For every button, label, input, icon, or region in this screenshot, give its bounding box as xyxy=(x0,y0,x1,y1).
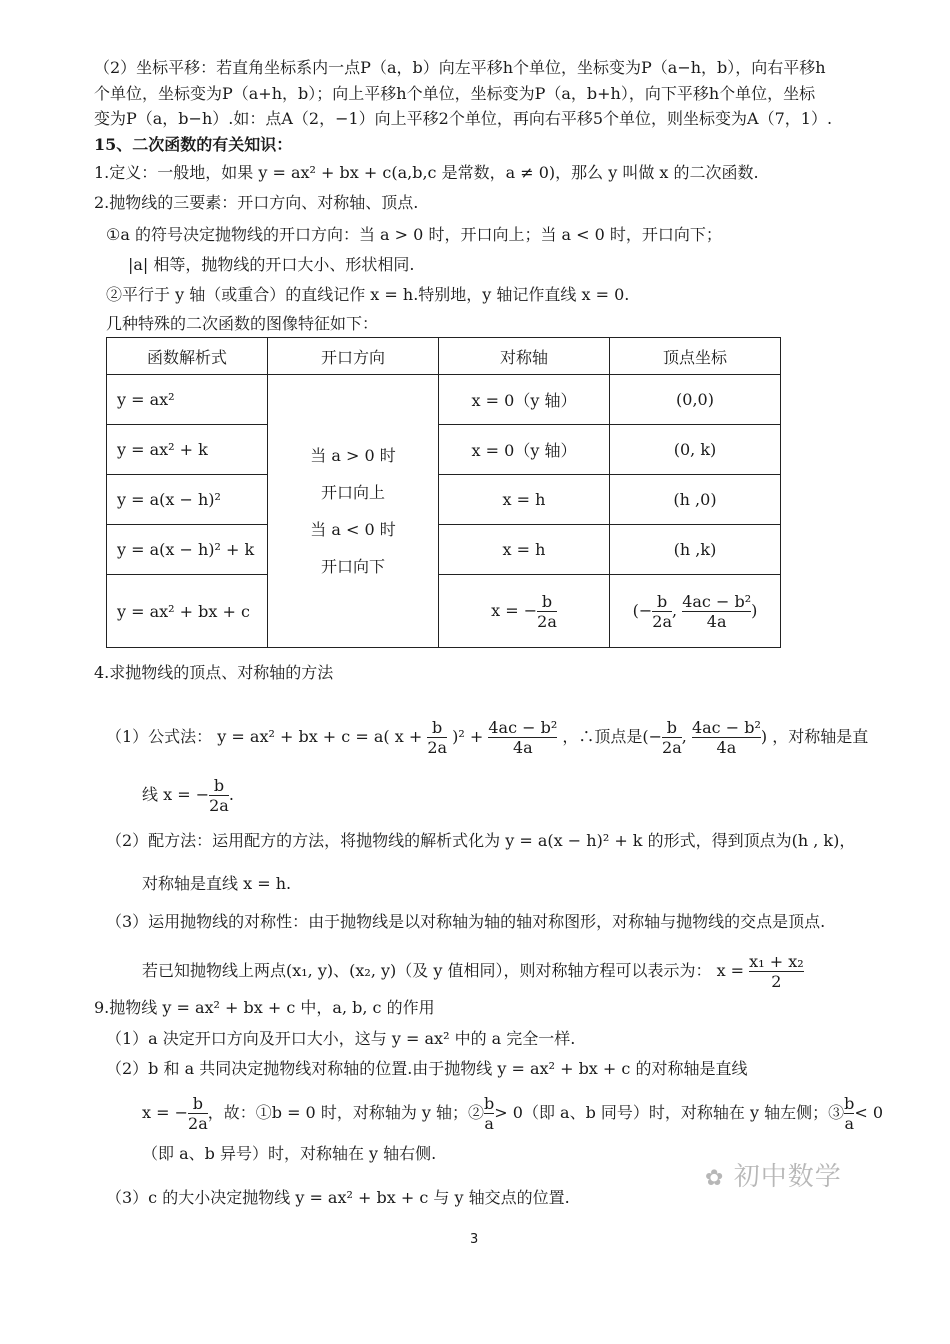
axis-is-text: ，对称轴是直 xyxy=(772,727,869,746)
formula-expression: y = ax² + bx + c = a( x + xyxy=(217,727,428,746)
vertex-frac-num-2: 4ac − b² xyxy=(682,591,752,611)
translation-line-2: 个单位，坐标变为P（a+h，b）；向上平移h个单位，坐标变为P（a，b+h），向下平移h个单位，坐标 xyxy=(94,84,816,103)
formula-method-label: （1）公式法： xyxy=(106,727,213,746)
x12-num: x₁ + x₂ xyxy=(749,952,804,971)
role-a-line: （1）a 决定开口方向及开口大小，这与 y = ax² 中的 a 完全一样. xyxy=(106,1029,576,1048)
b-zero-text: ，故：①b = 0 时，对称轴为 y 轴；② xyxy=(207,1103,485,1122)
cell-axis: x = h xyxy=(439,525,610,575)
axis-frac-den: 2a xyxy=(537,611,557,631)
header-opening: 开口方向 xyxy=(268,338,439,375)
two-points-line: 若已知抛物线上两点(x₁, y)、(x₂, y)（及 y 值相同），则对称轴方程可以表示为： x = $\frac{\text{x₁ + x₂}}{2}$ xyxy=(142,952,804,991)
formula-method-line: （1）公式法： y = ax² + bx + c = a( x + $\frac{b}{2a}$ )² + $\frac{\text{4ac − b²}}{4a}$ ，∴顶点是(− $\frac{b}{2a}$ , $\frac{\text{4ac − b²}}{4a}$ ) ，对称轴是直 xyxy=(106,718,869,757)
vertex-frac-den-2: 4a xyxy=(682,611,751,631)
complete-square-axis: 对称轴是直线 x = h. xyxy=(142,874,292,893)
section-4-title: 4.求抛物线的顶点、对称轴的方法 xyxy=(94,663,334,682)
cell-function: y = ax² + k xyxy=(107,425,268,475)
cell-axis: x = 0（y 轴） xyxy=(439,375,610,425)
watermark xyxy=(705,1156,842,1193)
role-c-line: （3）c 的大小决定抛物线 y = ax² + bx + c 与 y 轴交点的位置. xyxy=(106,1188,570,1207)
open-line-2: 开口向上 xyxy=(320,483,385,502)
sign-of-a-line: ①a 的符号决定抛物线的开口方向：当 a > 0 时，开口向上；当 a < 0 时，开口向下； xyxy=(106,225,722,244)
cell-function: y = ax² + bx + c xyxy=(107,575,268,648)
cell-vertex: (h ,0) xyxy=(610,475,781,525)
page-number: 3 xyxy=(470,1232,479,1247)
open-line-3: 当 a < 0 时 xyxy=(310,520,396,539)
translation-line-3: 变为P（a，b−h）.如：点A（2，−1）向上平移2个单位，再向右平移5个单位，则坐标变为A（7，1）. xyxy=(94,109,833,128)
cell-vertex: (0, k) xyxy=(610,425,781,475)
formula-axis-line: 线 x = − $\frac{b}{2a}$ . xyxy=(142,776,234,815)
cell-function: y = a(x − h)² + k xyxy=(107,525,268,575)
table-row xyxy=(107,375,781,425)
wechat-icon: ✿ xyxy=(705,1166,725,1191)
opposite-sign-line: （即 a、b 异号）时，对称轴在 y 轴右侧. xyxy=(142,1144,437,1163)
quadratic-features-table xyxy=(106,337,781,648)
vertex-is-text: ，∴顶点是 xyxy=(562,727,643,746)
parallel-line: ②平行于 y 轴（或重合）的直线记作 x = h.特别地，y 轴记作直线 x = 0. xyxy=(106,285,630,304)
cell-axis: x = h xyxy=(439,475,610,525)
header-vertex: 顶点坐标 xyxy=(610,338,781,375)
cell-axis: x = 0（y 轴） xyxy=(439,425,610,475)
section-9-title: 9.抛物线 y = ax² + bx + c 中，a, b, c 的作用 xyxy=(94,998,435,1017)
header-function: 函数解析式 xyxy=(107,338,268,375)
vertex-frac-den-1: 2a xyxy=(652,611,673,631)
open-line-4: 开口向下 xyxy=(320,557,385,576)
symmetry-method-line: （3）运用抛物线的对称性：由于抛物线是以对称轴为轴的轴对称图形，对称轴与抛物线的交点是顶点. xyxy=(106,912,826,931)
less-zero-text: < 0 xyxy=(854,1103,884,1122)
cell-axis: x = − $\frac{b}{2a}$ xyxy=(439,575,610,648)
table-intro: 几种特殊的二次函数的图像特征如下： xyxy=(106,314,379,333)
cell-function: y = ax² xyxy=(107,375,268,425)
section-15-title: 15、二次函数的有关知识： xyxy=(94,135,293,154)
two-points-text: 若已知抛物线上两点(x₁, y)、(x₂, y)（及 y 值相同），则对称轴方程可以表示为： xyxy=(142,961,712,980)
definition-line: 1.定义：一般地，如果 y = ax² + bx + c(a,b,c 是常数，a ≠ 0)，那么 y 叫做 x 的二次函数. xyxy=(94,163,759,182)
cell-opening-direction xyxy=(268,375,439,648)
cell-function: y = a(x − h)² xyxy=(107,475,268,525)
same-sign-text: > 0（即 a、b 同号）时，对称轴在 y 轴左侧；③ xyxy=(494,1103,845,1122)
table-row xyxy=(107,425,781,475)
x12-den: 2 xyxy=(749,971,803,991)
header-axis: 对称轴 xyxy=(439,338,610,375)
table-row xyxy=(107,575,781,648)
role-b-line: （2）b 和 a 共同决定抛物线对称轴的位置.由于抛物线 y = ax² + bx + c 的对称轴是直线 xyxy=(106,1059,748,1078)
table-row xyxy=(107,525,781,575)
three-elements-line: 2.抛物线的三要素：开口方向、对称轴、顶点. xyxy=(94,193,419,212)
axis-frac-num: b xyxy=(541,591,553,611)
translation-line-1: （2）坐标平移：若直角坐标系内一点P（a，b）向左平移h个单位，坐标变为P（a−h，b），向右平移h xyxy=(94,58,826,77)
cell-vertex: (− $\frac{b}{2a}$ , $\frac{\text{4ac − b²}}{4a}$ ) xyxy=(610,575,781,648)
line-word: 线 xyxy=(142,785,159,804)
abs-a-line: |a| 相等，抛物线的开口大小、形状相同. xyxy=(128,255,415,274)
role-b-detail-line: x = − $\frac{b}{2a}$ ，故：①b = 0 时，对称轴为 y 轴；② $\frac{b}{a}$ > 0（即 a、b 同号）时，对称轴在 y 轴左侧；③ $\frac{b}{a}$ < 0 xyxy=(142,1094,884,1133)
table-header-row xyxy=(107,338,781,375)
watermark-text: 初中数学 xyxy=(733,1162,842,1192)
complete-square-line: （2）配方法：运用配方的方法，将抛物线的解析式化为 y = a(x − h)² + k 的形式，得到顶点为(h , k)， xyxy=(106,831,856,850)
cell-vertex: (h ,k) xyxy=(610,525,781,575)
cell-vertex: (0,0) xyxy=(610,375,781,425)
vertex-frac-num-1: b xyxy=(657,591,668,611)
open-line-1: 当 a > 0 时 xyxy=(310,446,396,465)
table-row xyxy=(107,475,781,525)
